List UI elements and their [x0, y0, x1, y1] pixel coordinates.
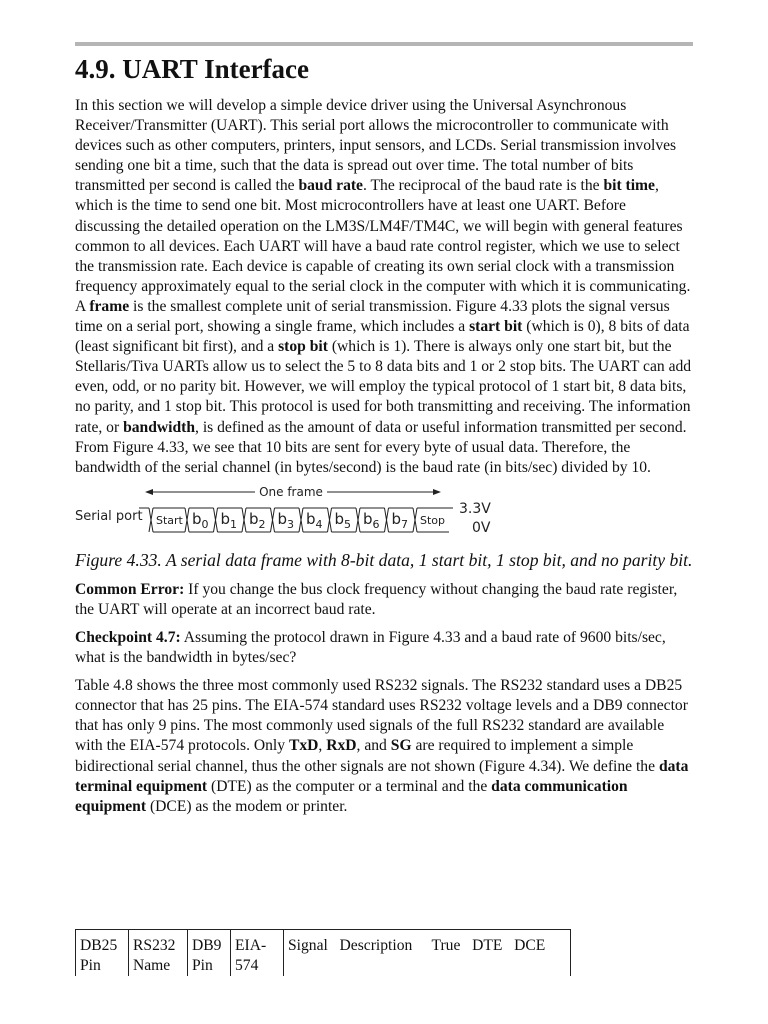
bold-term: bit time: [603, 177, 655, 195]
header-db25: DB25 Pin: [76, 930, 129, 977]
checkpoint-label: Checkpoint 4.7:: [75, 628, 181, 646]
bold-term: data communication equipment: [75, 777, 628, 815]
common-error-note: [75, 580, 693, 620]
data-bit-label: $b_5$: [334, 509, 352, 531]
bold-term: baud rate: [298, 177, 363, 195]
header-signal-description: Signal Description True DTE DCE: [284, 930, 571, 977]
text-run: , which is the time to send one bit. Most microcontrollers have at least one UART. Before discussing the detailed operation on the LM3S/LM4F/TM4C, we will begin with general features common to all devices. Each UART will have a baud rate control register, which we use to select the transmission rate. Each device is capable of creating its own serial clock with a transmission frequency approximately equal to the serial clock in the computer with which it is communicating. A: [75, 177, 691, 315]
text-run: (DTE) as the computer or a terminal and the: [207, 777, 492, 795]
serial-port-label: Serial port: [75, 508, 143, 524]
one-frame-label: One frame: [259, 484, 323, 499]
checkpoint-text: Assuming the protocol drawn in Figure 4.33 and a baud rate of 9600 bits/sec, what is the bandwidth in bytes/sec?: [75, 628, 666, 667]
text-run: In this section we will develop a simple device driver using the Universal Asynchronous Receiver/Transmitter (UART). This serial port allows the microcontroller to communicate with devices such as other computers, printers, input sensors, and LCDs. Serial transmission involves sending one bit a time, such that the data is spread out over time. The total number of bits transmitted per second is called the: [75, 97, 677, 195]
figure-caption: Figure 4.33. A serial data frame with 8-bit data, 1 start bit, 1 stop bit, and no parity bit.: [75, 549, 693, 570]
data-bit-label: $b_6$: [363, 509, 380, 531]
text-run: (which is 0), 8 bits of data (least significant bit first), and a: [75, 318, 690, 356]
common-error-label: Common Error:: [75, 580, 185, 598]
bold-term: bandwidth: [123, 418, 196, 436]
table-intro-paragraph: [75, 676, 693, 817]
data-bit-label: $b_1$: [220, 509, 238, 531]
text-run: . The reciprocal of the baud rate is the: [362, 177, 604, 195]
bold-term: data terminal equipment: [75, 757, 689, 795]
top-rule: [75, 42, 693, 46]
section-title: 4.9. UART Interface: [75, 54, 310, 84]
text-run: are required to implement a simple bidirectional serial channel, thus the other signals are not shown (Figure 4.34). We define the: [75, 737, 659, 775]
bold-term: RxD: [326, 737, 357, 755]
serial-frame-svg: [75, 484, 693, 546]
low-voltage-label: 0V: [472, 519, 491, 536]
data-bit-label: $b_0$: [192, 509, 209, 531]
text-run: , is defined as the amount of data or useful information transmitted per second. From Figure 4.33, we see that 10 bits are sent for every byte of usual data. Therefore, the bandwidth of the serial channel (in bytes/second) is the baud rate (in bits/sec) divided by 10.: [75, 418, 687, 476]
bold-term: SG: [390, 737, 412, 755]
text-run: (which is 1). There is always only one start bit, but the Stellaris/Tiva UARTs allow us to select the 5 to 8 data bits and 1 or 2 stop bits. The UART can add even, odd, or no parity bit. However, we will employ the typical protocol of 1 start bit, 8 data bits, no parity, and 1 stop bit. This protocol is used for both transmitting and receiving. The information rate, or: [75, 338, 692, 436]
text-run: Table 4.8 shows the three most commonly used RS232 signals. The RS232 standard uses a DB25 connector that has 25 pins. The EIA-574 standard uses RS232 voltage levels and a DB9 connector that has only 9 pins. The most commonly used signals of the full RS232 standard are available with the EIA-574 protocols. Only: [75, 677, 688, 755]
table-header-row: [76, 930, 571, 977]
text-run: , and: [356, 737, 391, 755]
data-bit-label: $b_3$: [277, 509, 295, 531]
data-bit-label: $b_7$: [391, 509, 409, 531]
bold-term: TxD: [288, 737, 319, 755]
start-bit-label: Start: [156, 513, 183, 527]
data-bit-label: $b_4$: [306, 509, 323, 531]
stop-bit-label: Stop: [420, 513, 446, 527]
waveform: [139, 508, 453, 532]
data-bit-label: $b_2$: [249, 509, 266, 531]
text-run: (DCE) as the modem or printer.: [146, 797, 348, 815]
header-db9: DB9 Pin: [188, 930, 231, 977]
text-run: is the smallest complete unit of serial transmission. Figure 4.33 plots the signal versus time on a serial port, showing a single frame, which includes a: [75, 297, 670, 336]
serial-frame-diagram: [75, 484, 693, 546]
checkpoint-note: [75, 628, 693, 668]
high-voltage-label: 3.3V: [459, 500, 491, 517]
page-content: [75, 42, 693, 825]
bold-term: frame: [89, 297, 130, 315]
bold-term: start bit: [469, 318, 523, 336]
one-frame-arrow: [145, 485, 441, 499]
intro-paragraph: [75, 96, 693, 478]
rs232-signal-table: [75, 929, 571, 976]
header-rs232: RS232 Name: [129, 930, 188, 977]
bold-term: stop bit: [278, 338, 328, 356]
text-run: ,: [318, 737, 327, 755]
header-eia574: EIA- 574: [231, 930, 284, 977]
common-error-text: If you change the bus clock frequency without changing the baud rate register, the UART will operate at an incorrect baud rate.: [75, 580, 678, 618]
